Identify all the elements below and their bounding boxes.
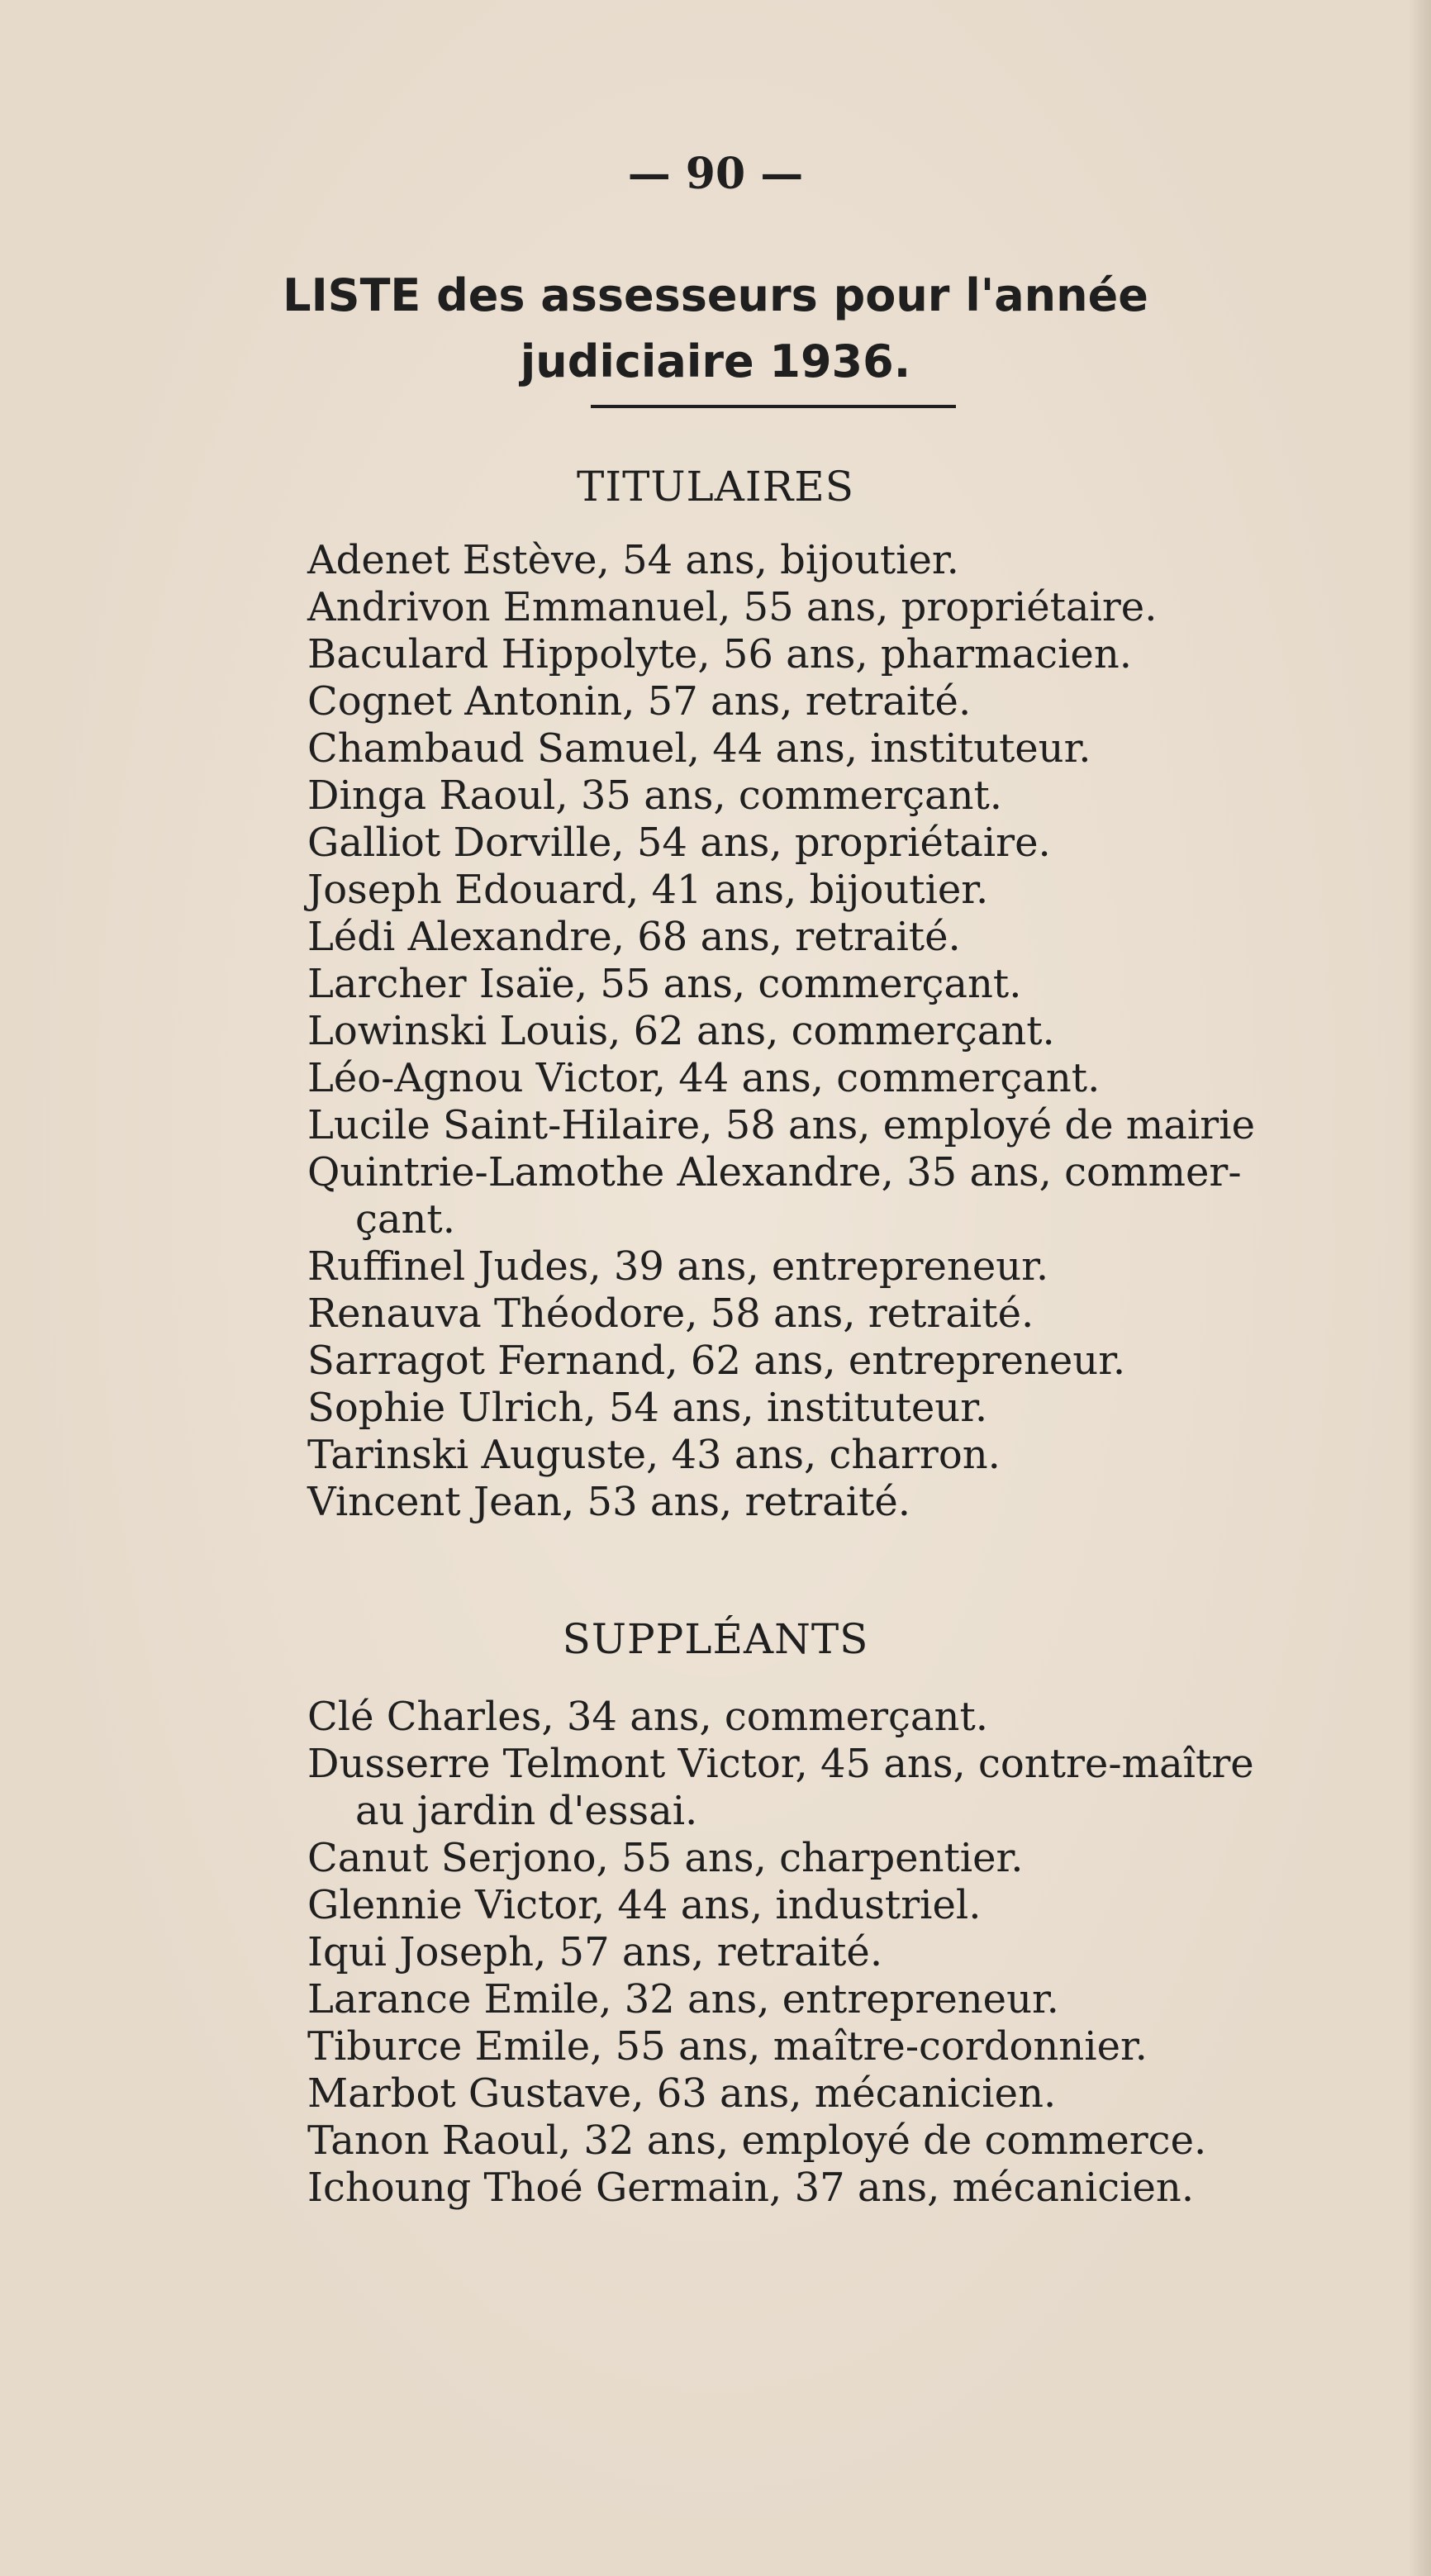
title-line-2: judiciaire 1936. [520,335,911,387]
list-item-continuation: au jardin d'essai. [355,1788,698,1834]
list-item: Léo-Agnou Victor, 44 ans, commerçant. [307,1055,1101,1101]
list-item: Cognet Antonin, 57 ans, retraité. [307,678,972,725]
list-item: Dusserre Telmont Victor, 45 ans, contre-maître [307,1741,1254,1787]
list-item: Clé Charles, 34 ans, commerçant. [307,1694,988,1740]
list-item: Canut Serjono, 55 ans, charpentier. [307,1835,1024,1881]
list-item: Sophie Ulrich, 54 ans, instituteur. [307,1385,988,1431]
list-item: Chambaud Samuel, 44 ans, instituteur. [307,725,1091,772]
list-item: Lédi Alexandre, 68 ans, retraité. [307,914,961,960]
list-item: Adenet Estève, 54 ans, bijoutier. [307,537,959,583]
list-item: Ichoung Thoé Germain, 37 ans, mécanicien. [307,2165,1195,2211]
list-item: Galliot Dorville, 54 ans, propriétaire. [307,820,1051,866]
list-item-continuation: çant. [355,1196,455,1243]
list-item: Larance Emile, 32 ans, entrepreneur. [307,1976,1059,2022]
list-item: Renauva Théodore, 58 ans, retraité. [307,1290,1034,1337]
list-item: Tarinski Auguste, 43 ans, charron. [307,1432,1001,1478]
title-line-1: LISTE des assesseurs pour l'année [283,269,1148,321]
heading-suppleants: SUPPLÉANTS [562,1615,869,1663]
list-item: Dinga Raoul, 35 ans, commerçant. [307,772,1003,819]
list-item: Vincent Jean, 53 ans, retraité. [307,1479,911,1525]
list-item: Marbot Gustave, 63 ans, mécanicien. [307,2070,1057,2117]
list-item: Joseph Edouard, 41 ans, bijoutier. [307,867,989,913]
page-number: — 90 — [627,149,804,199]
list-item: Larcher Isaïe, 55 ans, commerçant. [307,961,1022,1007]
list-item: Lucile Saint-Hilaire, 58 ans, employé de mairie [307,1102,1255,1148]
list-item: Baculard Hippolyte, 56 ans, pharmacien. [307,631,1132,677]
title-divider [591,405,956,408]
list-item: Tiburce Emile, 55 ans, maître-cordonnier. [307,2023,1148,2070]
list-item: Sarragot Fernand, 62 ans, entrepreneur. [307,1338,1126,1384]
list-item: Quintrie-Lamothe Alexandre, 35 ans, commer- [307,1149,1242,1195]
list-item: Iqui Joseph, 57 ans, retraité. [307,1929,883,1975]
list-item: Andrivon Emmanuel, 55 ans, propriétaire. [307,584,1158,630]
list-item: Lowinski Louis, 62 ans, commerçant. [307,1008,1055,1054]
list-item: Glennie Victor, 44 ans, industriel. [307,1882,982,1928]
list-item: Ruffinel Judes, 39 ans, entrepreneur. [307,1243,1049,1290]
document-title [0,263,1431,395]
heading-titulaires: TITULAIRES [576,463,855,511]
suppleants-list [307,1694,1414,2212]
titulaires-list [307,537,1414,1526]
list-item: Tanon Raoul, 32 ans, employé de commerce. [307,2117,1207,2164]
